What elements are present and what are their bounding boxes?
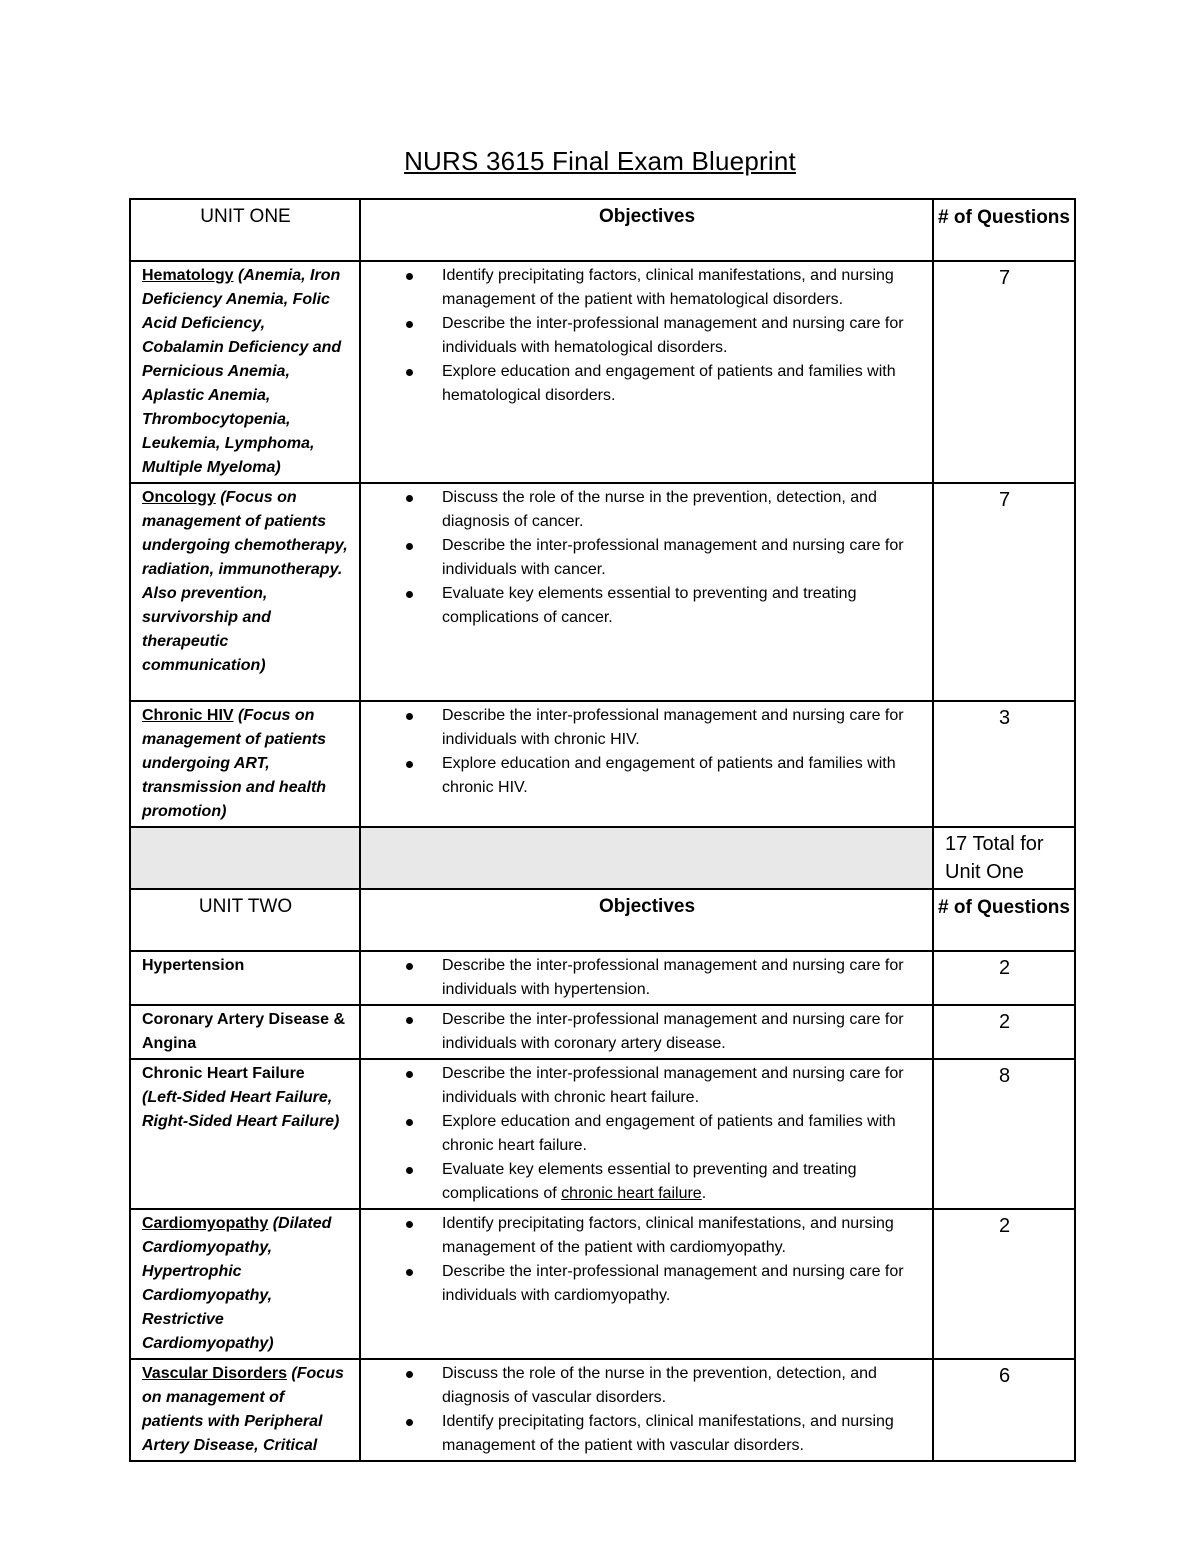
questions-heading: # of Questions xyxy=(933,199,1075,261)
empty-cell xyxy=(360,827,933,889)
objective-item xyxy=(442,1158,922,1206)
topic-title: Cardiomyopathy xyxy=(142,1215,269,1232)
topic-detail: (Dilated Cardiomyopathy, Hypertrophic Cardiomyopathy, Restrictive Cardiomyopathy) xyxy=(142,1215,332,1352)
topic-cell xyxy=(130,1059,360,1209)
topic-cell xyxy=(130,951,360,1005)
question-count: 8 xyxy=(933,1059,1075,1209)
objective-item: Describe the inter-professional management and nursing care for individuals with chronic heart failure. xyxy=(442,1062,922,1110)
objective-item: Describe the inter-professional management and nursing care for individuals with coronary artery disease. xyxy=(442,1008,922,1056)
question-count: 2 xyxy=(933,1209,1075,1359)
objective-item: Explore education and engagement of patients and families with hematological disorders. xyxy=(442,360,922,408)
topic-title: Chronic Heart Failure xyxy=(142,1065,305,1082)
topic-cell xyxy=(130,483,360,701)
objective-item: Identify precipitating factors, clinical manifestations, and nursing management of the patient with cardiomyopathy. xyxy=(442,1212,922,1260)
objectives-cell xyxy=(360,1059,933,1209)
table-row xyxy=(130,1359,1075,1461)
table-row xyxy=(130,1209,1075,1359)
table-row xyxy=(130,1005,1075,1059)
objective-item: Explore education and engagement of patients and families with chronic HIV. xyxy=(442,752,922,800)
objective-item: Describe the inter-professional management and nursing care for individuals with cancer. xyxy=(442,534,922,582)
objectives-cell xyxy=(360,261,933,483)
objective-item: Discuss the role of the nurse in the prevention, detection, and diagnosis of cancer. xyxy=(442,486,922,534)
objectives-cell xyxy=(360,701,933,827)
objective-item: Evaluate key elements essential to preventing and treating complications of cancer. xyxy=(442,582,922,630)
objective-item: Describe the inter-professional management and nursing care for individuals with cardiomyopathy. xyxy=(442,1260,922,1308)
objective-text: Evaluate key elements essential to preventing and treating complications of xyxy=(442,1161,857,1202)
objective-item: Discuss the role of the nurse in the prevention, detection, and diagnosis of vascular disorders. xyxy=(442,1362,922,1410)
topic-cell xyxy=(130,701,360,827)
unit-one-heading: UNIT ONE xyxy=(130,199,360,261)
question-count: 7 xyxy=(933,483,1075,701)
objectives-cell xyxy=(360,1209,933,1359)
table-row xyxy=(130,701,1075,827)
objectives-cell xyxy=(360,1359,933,1461)
questions-heading: # of Questions xyxy=(933,889,1075,951)
objective-item: Identify precipitating factors, clinical manifestations, and nursing management of the patient with hematological disorders. xyxy=(442,264,922,312)
unit-one-total: 17 Total for Unit One xyxy=(933,827,1075,889)
question-count: 7 xyxy=(933,261,1075,483)
objective-item: Describe the inter-professional management and nursing care for individuals with hypertension. xyxy=(442,954,922,1002)
table-row xyxy=(130,483,1075,701)
empty-cell xyxy=(130,827,360,889)
topic-title: Hematology xyxy=(142,267,234,284)
table-row xyxy=(130,951,1075,1005)
question-count: 6 xyxy=(933,1359,1075,1461)
unit-two-header-row xyxy=(130,889,1075,951)
objectives-cell xyxy=(360,951,933,1005)
topic-title: Oncology xyxy=(142,489,216,506)
topic-detail: (Focus on management of patients undergoing chemotherapy, radiation, immunotherapy. Also prevention, survivorship and therapeutic communication) xyxy=(142,489,348,674)
topic-title: Coronary Artery Disease & Angina xyxy=(142,1011,346,1052)
objectives-heading: Objectives xyxy=(360,199,933,261)
page-title: NURS 3615 Final Exam Blueprint xyxy=(404,146,796,176)
objective-item: Describe the inter-professional management and nursing care for individuals with chronic HIV. xyxy=(442,704,922,752)
topic-title: Hypertension xyxy=(142,957,245,974)
objective-underlined-term: chronic heart failure xyxy=(561,1185,702,1202)
topic-cell xyxy=(130,1209,360,1359)
question-count: 3 xyxy=(933,701,1075,827)
objective-item: Explore education and engagement of patients and families with chronic heart failure. xyxy=(442,1110,922,1158)
question-count: 2 xyxy=(933,951,1075,1005)
objectives-cell xyxy=(360,483,933,701)
blueprint-table xyxy=(129,198,1076,1462)
unit-two-heading: UNIT TWO xyxy=(130,889,360,951)
question-count: 2 xyxy=(933,1005,1075,1059)
topic-cell xyxy=(130,1005,360,1059)
topic-detail: (Focus on management of patients with Peripheral Artery Disease, Critical xyxy=(142,1365,344,1454)
topic-detail: (Focus on management of patients undergoing ART, transmission and health promotion) xyxy=(142,707,327,820)
topic-detail: (Left-Sided Heart Failure, Right-Sided Heart Failure) xyxy=(142,1089,340,1130)
objectives-heading: Objectives xyxy=(360,889,933,951)
unit-one-total-row xyxy=(130,827,1075,889)
topic-cell xyxy=(130,261,360,483)
topic-detail: (Anemia, Iron Deficiency Anemia, Folic Acid Deficiency, Cobalamin Deficiency and Pernicious Anemia, Aplastic Anemia, Thrombocytopenia, Leukemia, Lymphoma, Multiple Myeloma) xyxy=(142,267,342,476)
table-row xyxy=(130,1059,1075,1209)
objective-item: Describe the inter-professional management and nursing care for individuals with hematological disorders. xyxy=(442,312,922,360)
table-row xyxy=(130,261,1075,483)
unit-one-header-row xyxy=(130,199,1075,261)
topic-title: Chronic HIV xyxy=(142,707,234,724)
objective-item: Identify precipitating factors, clinical manifestations, and nursing management of the patient with vascular disorders. xyxy=(442,1410,922,1458)
objective-end: . xyxy=(701,1185,707,1202)
topic-cell xyxy=(130,1359,360,1461)
topic-title: Vascular Disorders xyxy=(142,1365,287,1382)
objectives-cell xyxy=(360,1005,933,1059)
